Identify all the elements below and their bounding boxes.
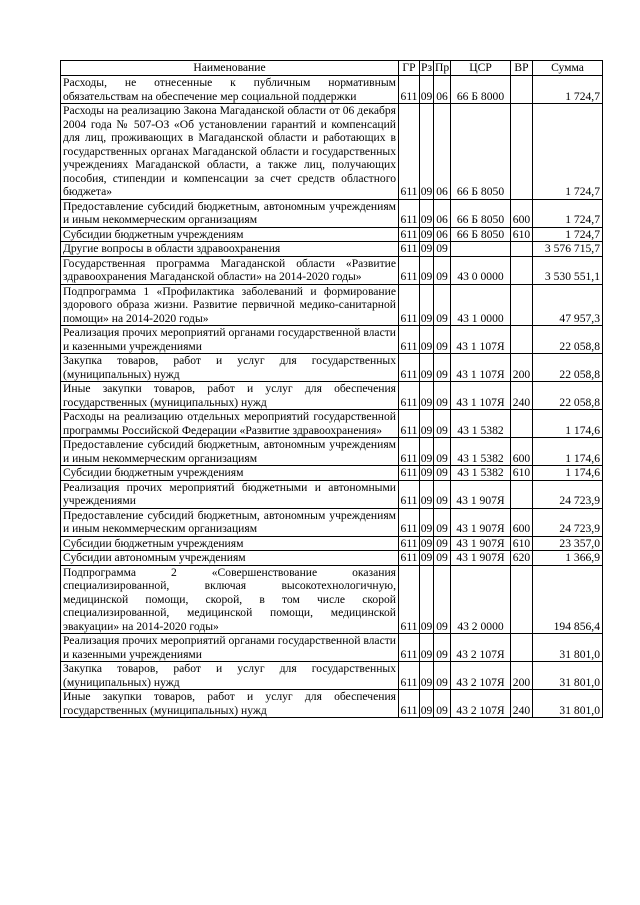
table-row [61,634,603,662]
row-name: Субсидии автономным учреждениям [61,551,399,566]
table-row [61,242,603,257]
header-pr: Пр [435,61,450,75]
row-pr: 09 [434,690,451,718]
table-row [61,508,603,536]
row-pr: 09 [434,284,451,326]
row-rz: 09 [420,565,434,634]
row-name: Государственная программа Магаданской области «Развитие здравоохранения Магаданской области» на 2014-2020 годы» [61,256,399,284]
row-pr: 09 [434,410,451,438]
row-sum: 1 174,6 [533,466,603,481]
row-rz: 09 [420,242,433,255]
row-name: Другие вопросы в области здравоохранения [61,242,399,257]
table-row [61,551,603,566]
row-gr: 611 [399,284,420,326]
row-name: Реализация прочих мероприятий органами государственной власти и казенными учреждениями [61,634,399,662]
table-row [61,199,603,227]
row-pr: 09 [434,536,451,551]
row-pr: 09 [434,466,451,481]
row-pr: 09 [434,354,451,382]
row-vr [511,256,533,284]
row-csr: 43 1 107Я [451,354,511,382]
row-csr: 66 Б 8050 [451,227,511,242]
row-vr [511,284,533,326]
row-csr: 43 2 107Я [451,634,511,662]
table-row [61,284,603,326]
row-csr [451,242,511,257]
row-sum: 31 801,0 [533,690,603,718]
table-row [61,354,603,382]
table-row [61,382,603,410]
row-csr: 43 1 0000 [451,284,511,326]
table-row [61,690,603,718]
table-row [61,662,603,690]
row-sum: 3 530 551,1 [533,256,603,284]
row-pr: 09 [434,256,451,284]
row-rz: 09 [420,256,434,284]
row-gr: 611 [399,242,420,257]
row-gr: 611 [399,480,420,508]
row-sum: 22 058,8 [533,326,603,354]
row-name: Субсидии бюджетным учреждениям [61,227,399,242]
row-sum: 24 723,9 [533,508,603,536]
header-csr: ЦСР [451,61,511,76]
row-rz: 09 [420,480,434,508]
row-vr: 620 [511,551,533,566]
row-csr: 43 1 907Я [451,551,511,566]
table-row [61,410,603,438]
row-name: Субсидии бюджетным учреждениям [61,466,399,481]
row-csr: 43 1 107Я [451,382,511,410]
row-pr: 09 [434,508,451,536]
row-pr: 09 [434,242,451,257]
row-rz: 09 [420,410,434,438]
row-pr: 06 [434,104,451,200]
row-gr: 611 [399,326,420,354]
row-name: Предоставление субсидий бюджетным, автономным учреждениям и иным некоммерческим организациям [61,438,399,466]
row-csr: 43 1 107Я [451,326,511,354]
row-vr [511,326,533,354]
row-rz: 09 [420,354,434,382]
row-gr: 611 [399,536,420,551]
row-name: Расходы на реализацию отдельных мероприятий государственной программы Российской Федерации «Развитие здравоохранения» [61,410,399,438]
row-name: Предоставление субсидий бюджетным, автономным учреждениям и иным некоммерческим организациям [61,508,399,536]
row-name: Закупка товаров, работ и услуг для государственных (муниципальных) нужд [61,354,399,382]
table-header-row [61,61,603,76]
row-vr [511,76,533,104]
row-sum: 23 357,0 [533,536,603,551]
row-name: Предоставление субсидий бюджетным, автономным учреждениям и иным некоммерческим организациям [61,199,399,227]
row-gr: 611 [399,565,420,634]
row-rz: 09 [420,438,434,466]
row-sum: 194 856,4 [533,565,603,634]
row-pr: 09 [434,438,451,466]
row-vr: 610 [511,536,533,551]
row-rz: 09 [420,382,434,410]
budget-table [60,60,603,718]
row-vr [511,634,533,662]
row-gr: 611 [399,662,420,690]
row-sum: 1 174,6 [533,410,603,438]
row-rz: 09 [420,466,433,479]
table-row [61,565,603,634]
row-csr: 43 1 5382 [451,438,511,466]
row-vr: 600 [511,438,533,466]
row-rz: 09 [420,690,434,718]
row-gr: 611 [399,508,420,536]
row-rz: 09 [420,662,434,690]
table-row [61,480,603,508]
row-pr: 06 [434,199,451,227]
row-name: Реализация прочих мероприятий органами государственной власти и казенными учреждениями [61,326,399,354]
row-csr: 43 1 907Я [451,480,511,508]
row-rz: 09 [420,199,434,227]
row-rz: 09 [420,326,434,354]
row-gr: 611 [399,438,420,466]
header-rz: Рз [421,61,433,75]
table-body [61,76,603,718]
row-csr: 66 Б 8050 [451,199,511,227]
row-csr: 66 Б 8050 [451,104,511,200]
table-row [61,326,603,354]
row-sum: 1 724,7 [533,76,603,104]
row-rz: 09 [420,508,434,536]
header-gr: ГР [399,61,420,76]
row-gr: 611 [399,199,420,227]
row-sum: 22 058,8 [533,382,603,410]
row-csr: 66 Б 8000 [451,76,511,104]
row-gr: 611 [399,227,420,242]
row-vr [511,242,533,257]
row-vr: 240 [511,382,533,410]
row-gr: 611 [399,76,420,104]
row-gr: 611 [399,551,420,566]
row-rz: 09 [420,634,434,662]
row-pr: 06 [434,227,451,242]
header-vr: ВР [511,61,533,76]
row-name: Иные закупки товаров, работ и услуг для обеспечения государственных (муниципальных) нужд [61,690,399,718]
row-csr: 43 1 907Я [451,536,511,551]
row-vr: 610 [511,466,533,481]
header-sum: Сумма [533,61,603,76]
table-row [61,76,603,104]
row-gr: 611 [399,634,420,662]
row-sum: 1 174,6 [533,438,603,466]
table-row [61,466,603,481]
table-row [61,227,603,242]
row-name: Подпрограмма 1 «Профилактика заболеваний и формирование здорового образа жизни. Развитие первичной медико-санитарной помощи» на 2014-2020 годы» [61,284,399,326]
row-pr: 09 [434,634,451,662]
row-name: Субсидии бюджетным учреждениям [61,536,399,551]
row-pr: 09 [434,565,451,634]
row-vr: 600 [511,199,533,227]
row-vr [511,410,533,438]
row-name: Расходы, не отнесенные к публичным нормативным обязательствам на обеспечение мер социальной поддержки [61,76,399,104]
row-pr: 09 [434,382,451,410]
row-vr: 610 [511,227,533,242]
row-gr: 611 [399,466,420,481]
table-row [61,536,603,551]
row-csr: 43 0 0000 [451,256,511,284]
row-name: Реализация прочих мероприятий бюджетными и автономными учреждениями [61,480,399,508]
row-rz: 09 [420,76,434,104]
row-vr [511,104,533,200]
row-csr: 43 2 107Я [451,662,511,690]
row-vr: 200 [511,662,533,690]
row-rz: 09 [420,227,433,241]
table-row [61,438,603,466]
table-row [61,256,603,284]
row-sum: 31 801,0 [533,662,603,690]
row-pr: 09 [434,551,451,566]
row-name: Закупка товаров, работ и услуг для государственных (муниципальных) нужд [61,662,399,690]
row-rz: 09 [420,536,433,550]
row-pr: 09 [434,326,451,354]
row-gr: 611 [399,354,420,382]
row-vr [511,565,533,634]
row-rz: 09 [420,551,433,564]
row-sum: 1 724,7 [533,104,603,200]
row-rz: 09 [420,284,434,326]
row-vr: 240 [511,690,533,718]
row-csr: 43 1 5382 [451,410,511,438]
row-gr: 611 [399,256,420,284]
row-csr: 43 1 5382 [451,466,511,481]
row-gr: 611 [399,104,420,200]
header-name: Наименование [61,61,399,76]
row-vr: 600 [511,508,533,536]
row-sum: 47 957,3 [533,284,603,326]
row-gr: 611 [399,690,420,718]
row-sum: 1 366,9 [533,551,603,566]
row-csr: 43 2 107Я [451,690,511,718]
row-sum: 31 801,0 [533,634,603,662]
row-name: Иные закупки товаров, работ и услуг для обеспечения государственных (муниципальных) нужд [61,382,399,410]
row-gr: 611 [399,410,420,438]
row-sum: 1 724,7 [533,199,603,227]
row-sum: 22 058,8 [533,354,603,382]
row-name: Подпрограмма 2 «Совершенствование оказания специализированной, включая высокотехнологичную, медицинской помощи, скорой, в том числе скорой специализированной, медицинской помощи, медицинской эвакуации» на 2014-2020 годы» [61,565,399,634]
row-csr: 43 2 0000 [451,565,511,634]
row-gr: 611 [399,382,420,410]
row-sum: 24 723,9 [533,480,603,508]
row-sum: 1 724,7 [533,227,603,242]
row-csr: 43 1 907Я [451,508,511,536]
row-vr [511,480,533,508]
row-rz: 09 [420,104,434,200]
row-name: Расходы на реализацию Закона Магаданской области от 06 декабря 2004 года № 507-ОЗ «Об установлении гарантий и компенсаций для лиц, проживающих в Магаданской области и работающих в государственных органах Магаданской области и государственных учреждениях Магаданской области, а также лиц, получающих пособия, стипендии и компенсации за счет средств областного бюджета» [61,104,399,200]
row-sum: 3 576 715,7 [533,242,603,257]
table-row [61,104,603,200]
row-pr: 09 [434,480,451,508]
row-pr: 06 [434,76,451,104]
row-pr: 09 [434,662,451,690]
row-vr: 200 [511,354,533,382]
